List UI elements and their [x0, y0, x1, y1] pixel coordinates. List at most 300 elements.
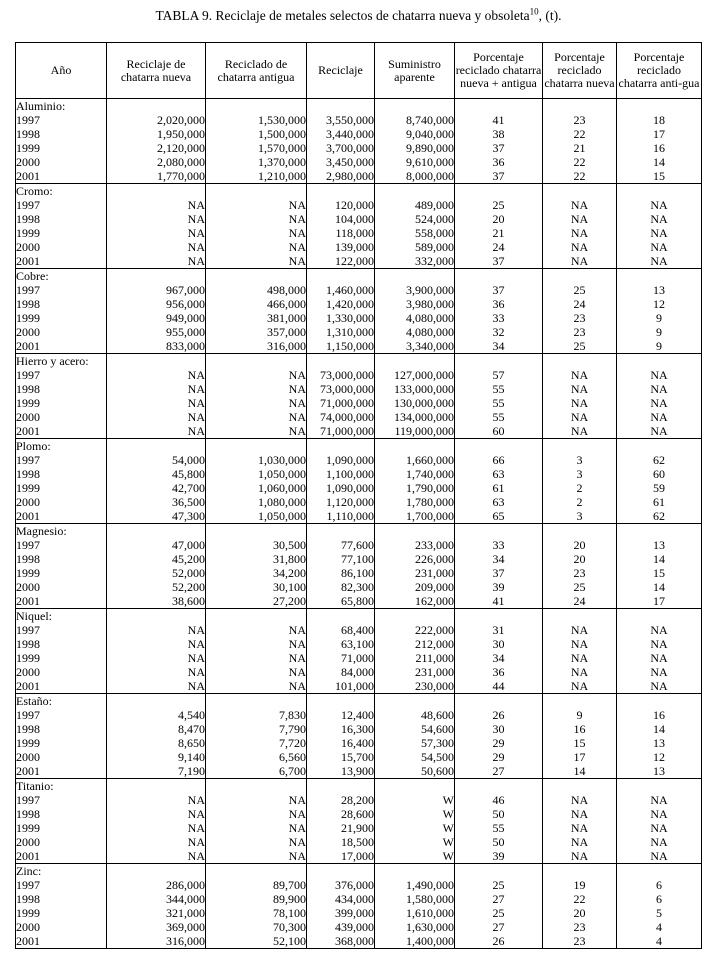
percent-cell: 2 [543, 481, 617, 495]
value-cell: 15,700 [307, 750, 375, 764]
table-row-magnesio-1998 [16, 552, 702, 566]
empty-cell [107, 184, 206, 199]
value-cell: 316,000 [107, 934, 206, 949]
empty-cell [617, 269, 702, 284]
section-row-hierro-y-acero [16, 354, 702, 369]
value-cell: 134,000,000 [375, 410, 455, 424]
percent-cell: NA [617, 240, 702, 254]
percent-cell: NA [617, 793, 702, 807]
table-row-plomo-1998 [16, 467, 702, 481]
value-cell: 226,000 [375, 552, 455, 566]
year-cell: 2001 [16, 594, 107, 609]
value-cell: 34,200 [206, 566, 307, 580]
value-cell: 1,100,000 [307, 467, 375, 481]
percent-cell: NA [617, 382, 702, 396]
value-cell: 4,540 [107, 708, 206, 722]
table-row-plomo-1997 [16, 453, 702, 467]
value-cell: NA [206, 849, 307, 864]
year-cell: 1999 [16, 736, 107, 750]
value-cell: NA [206, 410, 307, 424]
percent-cell: 14 [617, 722, 702, 736]
year-cell: 1998 [16, 212, 107, 226]
percent-cell: 57 [455, 368, 543, 382]
section-row-zinc [16, 864, 702, 879]
value-cell: 6,560 [206, 750, 307, 764]
value-cell: NA [107, 254, 206, 269]
value-cell: 104,000 [307, 212, 375, 226]
value-cell: NA [107, 424, 206, 439]
value-cell: 1,660,000 [375, 453, 455, 467]
percent-cell: 37 [455, 141, 543, 155]
table-row-aluminio-2001 [16, 169, 702, 184]
value-cell: 956,000 [107, 297, 206, 311]
percent-cell: 26 [455, 708, 543, 722]
year-cell: 1999 [16, 906, 107, 920]
year-cell: 1998 [16, 127, 107, 141]
percent-cell: 23 [543, 325, 617, 339]
value-cell: 357,000 [206, 325, 307, 339]
percent-cell: 55 [455, 396, 543, 410]
value-cell: 1,700,000 [375, 509, 455, 524]
value-cell: NA [107, 382, 206, 396]
value-cell: 376,000 [307, 878, 375, 892]
percent-cell: 16 [617, 708, 702, 722]
value-cell: 3,700,000 [307, 141, 375, 155]
value-cell: 1,630,000 [375, 920, 455, 934]
year-cell: 1998 [16, 382, 107, 396]
percent-cell: 15 [617, 566, 702, 580]
section-row-titanio [16, 779, 702, 794]
value-cell: 2,020,000 [107, 113, 206, 127]
value-cell: 73,000,000 [307, 368, 375, 382]
table-row-cromo-1997 [16, 198, 702, 212]
value-cell: 54,600 [375, 722, 455, 736]
percent-cell: NA [617, 821, 702, 835]
table-row-cromo-2001 [16, 254, 702, 269]
percent-cell: 34 [455, 339, 543, 354]
value-cell: 84,000 [307, 665, 375, 679]
value-cell: 1,580,000 [375, 892, 455, 906]
percent-cell: 25 [543, 339, 617, 354]
value-cell: 17,000 [307, 849, 375, 864]
value-cell: NA [107, 849, 206, 864]
value-cell: NA [107, 821, 206, 835]
percent-cell: 14 [617, 552, 702, 566]
percent-cell: 16 [543, 722, 617, 736]
percent-cell: 23 [543, 920, 617, 934]
value-cell: 21,900 [307, 821, 375, 835]
metal-label-magnesio: Magnesio: [16, 524, 107, 539]
percent-cell: 19 [543, 878, 617, 892]
percent-cell: 17 [543, 750, 617, 764]
percent-cell: 9 [617, 339, 702, 354]
percent-cell: NA [543, 254, 617, 269]
value-cell: 74,000,000 [307, 410, 375, 424]
value-cell: 368,000 [307, 934, 375, 949]
value-cell: 1,500,000 [206, 127, 307, 141]
value-cell: 89,700 [206, 878, 307, 892]
value-cell: 9,890,000 [375, 141, 455, 155]
percent-cell: 62 [617, 509, 702, 524]
value-cell: 1,310,000 [307, 325, 375, 339]
year-cell: 1998 [16, 467, 107, 481]
table-row-esta-o-2001 [16, 764, 702, 779]
empty-cell [107, 694, 206, 709]
empty-cell [543, 864, 617, 879]
table-row-niquel-2000 [16, 665, 702, 679]
percent-cell: 27 [455, 920, 543, 934]
percent-cell: 13 [617, 283, 702, 297]
value-cell: NA [206, 198, 307, 212]
value-cell: 589,000 [375, 240, 455, 254]
value-cell: W [375, 821, 455, 835]
percent-cell: 41 [455, 113, 543, 127]
percent-cell: 61 [455, 481, 543, 495]
percent-cell: 30 [455, 637, 543, 651]
empty-cell [206, 99, 307, 114]
value-cell: 47,300 [107, 509, 206, 524]
value-cell: 3,550,000 [307, 113, 375, 127]
value-cell: 3,340,000 [375, 339, 455, 354]
percent-cell: 55 [455, 821, 543, 835]
year-cell: 1999 [16, 566, 107, 580]
value-cell: 36,500 [107, 495, 206, 509]
percent-cell: 30 [455, 722, 543, 736]
value-cell: 833,000 [107, 339, 206, 354]
percent-cell: NA [543, 226, 617, 240]
empty-cell [455, 354, 543, 369]
empty-cell [206, 184, 307, 199]
value-cell: NA [206, 623, 307, 637]
percent-cell: 24 [455, 240, 543, 254]
percent-cell: 24 [543, 594, 617, 609]
table-row-esta-o-1997 [16, 708, 702, 722]
percent-cell: 2 [543, 495, 617, 509]
table-row-plomo-2000 [16, 495, 702, 509]
percent-cell: NA [543, 396, 617, 410]
value-cell: 77,600 [307, 538, 375, 552]
value-cell: 955,000 [107, 325, 206, 339]
empty-cell [375, 184, 455, 199]
column-header-suministro-aparente: Suministro aparente [375, 43, 455, 99]
value-cell: 7,830 [206, 708, 307, 722]
table-row-esta-o-1999 [16, 736, 702, 750]
empty-cell [107, 269, 206, 284]
empty-cell [617, 99, 702, 114]
value-cell: 434,000 [307, 892, 375, 906]
column-header-porcentaje-reciclado-chatarra-nueva: Porcentaje reciclado chatarra nueva [543, 43, 617, 99]
value-cell: 9,140 [107, 750, 206, 764]
value-cell: NA [206, 835, 307, 849]
metal-label-titanio: Titanio: [16, 779, 107, 794]
percent-cell: 13 [617, 764, 702, 779]
empty-cell [375, 524, 455, 539]
value-cell: 321,000 [107, 906, 206, 920]
value-cell: 18,500 [307, 835, 375, 849]
year-cell: 2000 [16, 240, 107, 254]
value-cell: 1,460,000 [307, 283, 375, 297]
percent-cell: 32 [455, 325, 543, 339]
year-cell: 1999 [16, 141, 107, 155]
percent-cell: 12 [617, 297, 702, 311]
value-cell: NA [107, 651, 206, 665]
year-cell: 1997 [16, 453, 107, 467]
value-cell: NA [107, 410, 206, 424]
section-row-aluminio [16, 99, 702, 114]
percent-cell: 21 [455, 226, 543, 240]
value-cell: 1,120,000 [307, 495, 375, 509]
value-cell: 1,050,000 [206, 467, 307, 481]
year-cell: 1997 [16, 368, 107, 382]
metal-label-niquel: Niquel: [16, 609, 107, 624]
empty-cell [307, 864, 375, 879]
percent-cell: 50 [455, 835, 543, 849]
table-row-aluminio-1999 [16, 141, 702, 155]
year-cell: 1999 [16, 311, 107, 325]
empty-cell [307, 439, 375, 454]
empty-cell [307, 184, 375, 199]
percent-cell: 23 [543, 566, 617, 580]
table-row-magnesio-2001 [16, 594, 702, 609]
percent-cell: NA [617, 410, 702, 424]
table-row-cobre-2001 [16, 339, 702, 354]
percent-cell: 22 [543, 127, 617, 141]
year-cell: 2000 [16, 920, 107, 934]
value-cell: 42,700 [107, 481, 206, 495]
percent-cell: 3 [543, 467, 617, 481]
empty-cell [307, 694, 375, 709]
empty-cell [107, 99, 206, 114]
value-cell: NA [206, 382, 307, 396]
value-cell: 399,000 [307, 906, 375, 920]
value-cell: 2,980,000 [307, 169, 375, 184]
percent-cell: 39 [455, 849, 543, 864]
percent-cell: NA [543, 623, 617, 637]
percent-cell: NA [617, 254, 702, 269]
metal-label-zinc: Zinc: [16, 864, 107, 879]
table-row-niquel-1998 [16, 637, 702, 651]
value-cell: NA [107, 679, 206, 694]
value-cell: 316,000 [206, 339, 307, 354]
value-cell: 332,000 [375, 254, 455, 269]
year-cell: 1998 [16, 722, 107, 736]
percent-cell: 60 [455, 424, 543, 439]
percent-cell: 29 [455, 750, 543, 764]
percent-cell: 36 [455, 665, 543, 679]
value-cell: 54,500 [375, 750, 455, 764]
metal-label-cobre: Cobre: [16, 269, 107, 284]
value-cell: 54,000 [107, 453, 206, 467]
value-cell: 3,900,000 [375, 283, 455, 297]
table-row-titanio-1997 [16, 793, 702, 807]
value-cell: 209,000 [375, 580, 455, 594]
value-cell: 3,980,000 [375, 297, 455, 311]
table-row-hierro-y-acero-2000 [16, 410, 702, 424]
value-cell: 9,040,000 [375, 127, 455, 141]
table-row-zinc-1997 [16, 878, 702, 892]
empty-cell [543, 524, 617, 539]
year-cell: 1997 [16, 198, 107, 212]
value-cell: 1,090,000 [307, 481, 375, 495]
value-cell: 52,200 [107, 580, 206, 594]
percent-cell: 27 [455, 764, 543, 779]
value-cell: 101,000 [307, 679, 375, 694]
header-row [16, 43, 702, 99]
value-cell: 3,440,000 [307, 127, 375, 141]
percent-cell: 17 [617, 594, 702, 609]
empty-cell [206, 779, 307, 794]
table-row-cobre-1997 [16, 283, 702, 297]
percent-cell: 24 [543, 297, 617, 311]
percent-cell: NA [543, 240, 617, 254]
value-cell: 7,720 [206, 736, 307, 750]
year-cell: 1997 [16, 623, 107, 637]
table-row-hierro-y-acero-1999 [16, 396, 702, 410]
value-cell: 498,000 [206, 283, 307, 297]
table-title [0, 8, 717, 24]
value-cell: 63,100 [307, 637, 375, 651]
table-row-cromo-1999 [16, 226, 702, 240]
metal-label-esta-o: Estaño: [16, 694, 107, 709]
column-header-reciclaje: Reciclaje [307, 43, 375, 99]
value-cell: 1,090,000 [307, 453, 375, 467]
empty-cell [543, 184, 617, 199]
percent-cell: NA [617, 849, 702, 864]
table-row-zinc-1999 [16, 906, 702, 920]
value-cell: NA [206, 821, 307, 835]
percent-cell: 16 [617, 141, 702, 155]
percent-cell: 25 [543, 283, 617, 297]
percent-cell: 17 [617, 127, 702, 141]
value-cell: 233,000 [375, 538, 455, 552]
empty-cell [543, 779, 617, 794]
percent-cell: NA [543, 368, 617, 382]
percent-cell: NA [543, 835, 617, 849]
empty-cell [455, 524, 543, 539]
value-cell: 73,000,000 [307, 382, 375, 396]
value-cell: 45,800 [107, 467, 206, 481]
percent-cell: NA [617, 198, 702, 212]
value-cell: 71,000,000 [307, 396, 375, 410]
value-cell: NA [206, 793, 307, 807]
value-cell: NA [206, 212, 307, 226]
empty-cell [543, 694, 617, 709]
percent-cell: NA [543, 424, 617, 439]
percent-cell: 25 [455, 878, 543, 892]
empty-cell [375, 99, 455, 114]
year-cell: 1998 [16, 552, 107, 566]
value-cell: NA [107, 212, 206, 226]
column-header-a-o: Año [16, 43, 107, 99]
value-cell: 71,000 [307, 651, 375, 665]
percent-cell: NA [543, 212, 617, 226]
value-cell: 139,000 [307, 240, 375, 254]
table-row-titanio-2000 [16, 835, 702, 849]
empty-cell [206, 524, 307, 539]
percent-cell: 37 [455, 169, 543, 184]
percent-cell: 31 [455, 623, 543, 637]
value-cell: 3,450,000 [307, 155, 375, 169]
value-cell: 1,740,000 [375, 467, 455, 481]
table-row-magnesio-1999 [16, 566, 702, 580]
percent-cell: 25 [543, 580, 617, 594]
value-cell: 1,950,000 [107, 127, 206, 141]
percent-cell: NA [617, 368, 702, 382]
value-cell: 2,120,000 [107, 141, 206, 155]
year-cell: 2001 [16, 934, 107, 949]
percent-cell: 39 [455, 580, 543, 594]
empty-cell [375, 439, 455, 454]
year-cell: 2001 [16, 764, 107, 779]
percent-cell: 20 [543, 538, 617, 552]
percent-cell: 61 [617, 495, 702, 509]
value-cell: NA [206, 368, 307, 382]
column-header-reciclado-de-chatarra-antigua: Reciclado de chatarra antigua [206, 43, 307, 99]
table-row-plomo-2001 [16, 509, 702, 524]
percent-cell: NA [617, 651, 702, 665]
empty-cell [206, 269, 307, 284]
percent-cell: 50 [455, 807, 543, 821]
value-cell: 1,030,000 [206, 453, 307, 467]
percent-cell: 3 [543, 509, 617, 524]
table-row-niquel-1997 [16, 623, 702, 637]
section-row-esta-o [16, 694, 702, 709]
value-cell: 1,060,000 [206, 481, 307, 495]
year-cell: 1999 [16, 481, 107, 495]
table-row-cromo-2000 [16, 240, 702, 254]
value-cell: 558,000 [375, 226, 455, 240]
value-cell: 212,000 [375, 637, 455, 651]
percent-cell: 63 [455, 495, 543, 509]
empty-cell [107, 524, 206, 539]
value-cell: 1,420,000 [307, 297, 375, 311]
percent-cell: 6 [617, 878, 702, 892]
value-cell: NA [206, 240, 307, 254]
empty-cell [206, 609, 307, 624]
empty-cell [375, 694, 455, 709]
table-row-titanio-1998 [16, 807, 702, 821]
value-cell: 9,610,000 [375, 155, 455, 169]
value-cell: 12,400 [307, 708, 375, 722]
value-cell: W [375, 835, 455, 849]
year-cell: 2000 [16, 325, 107, 339]
empty-cell [617, 864, 702, 879]
empty-cell [455, 269, 543, 284]
year-cell: 2001 [16, 509, 107, 524]
percent-cell: NA [543, 198, 617, 212]
value-cell: 68,400 [307, 623, 375, 637]
year-cell: 2000 [16, 750, 107, 764]
value-cell: 8,650 [107, 736, 206, 750]
value-cell: NA [107, 226, 206, 240]
table-body [16, 99, 702, 949]
value-cell: 8,740,000 [375, 113, 455, 127]
percent-cell: 22 [543, 892, 617, 906]
value-cell: 120,000 [307, 198, 375, 212]
percent-cell: 4 [617, 920, 702, 934]
value-cell: NA [206, 665, 307, 679]
value-cell: 86,100 [307, 566, 375, 580]
value-cell: 47,000 [107, 538, 206, 552]
recycling-table [15, 42, 702, 949]
value-cell: 118,000 [307, 226, 375, 240]
empty-cell [107, 354, 206, 369]
value-cell: 1,490,000 [375, 878, 455, 892]
value-cell: 57,300 [375, 736, 455, 750]
value-cell: 1,210,000 [206, 169, 307, 184]
value-cell: 231,000 [375, 566, 455, 580]
value-cell: 52,100 [206, 934, 307, 949]
